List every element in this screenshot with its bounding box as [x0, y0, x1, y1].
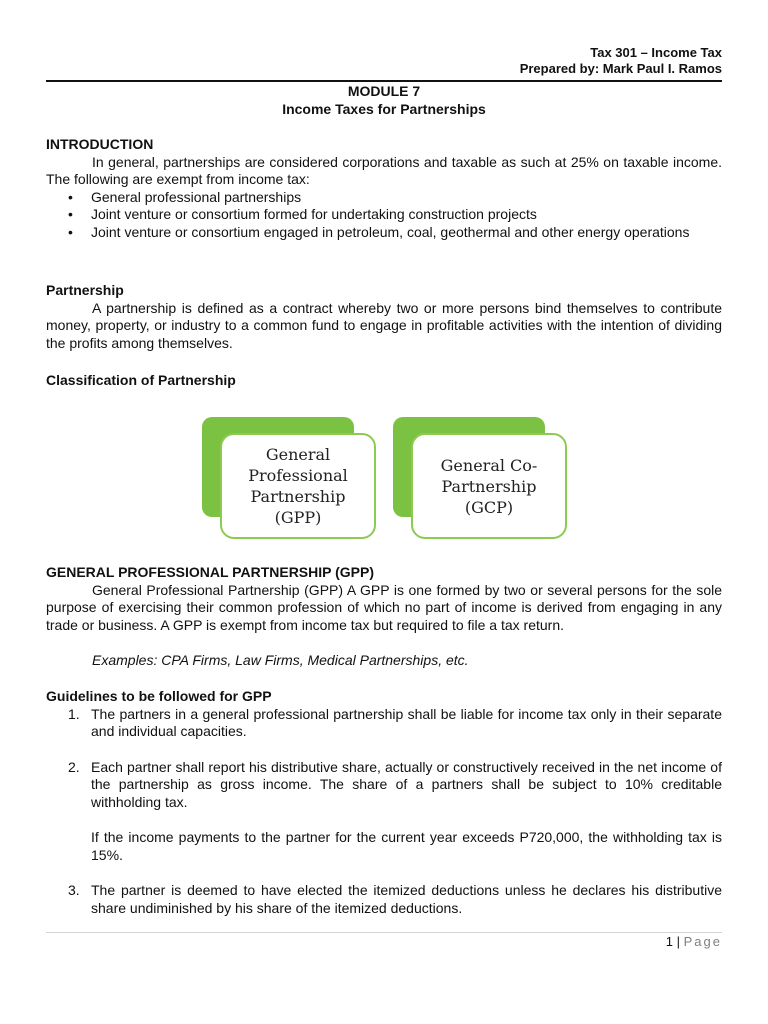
gpp-card-label: General Professional Partnership (GPP) — [220, 433, 376, 539]
list-item: 1. The partners in a general professional partnership shall be liable for income tax only in their separate and individual capacities. — [68, 705, 722, 739]
gpp-paragraph: General Professional Partnership (GPP) A GPP is one formed by two or several persons for the sole purpose of exercising their common profession of which no part of income is derived from engaging in any trade or business. A GPP is exempt from income tax but required to file a tax return. — [46, 581, 722, 633]
partnership-paragraph: A partnership is defined as a contract whereby two or more persons bind themselves to contribute money, property, or industry to a common fund to engage in profitable activities with the intention of dividing the profits among themselves. — [46, 299, 722, 351]
gcp-card-label: General Co- Partnership (GCP) — [411, 433, 567, 539]
page-separator: | — [676, 934, 680, 949]
list-item: • Joint venture or consortium formed for undertaking construction projects — [46, 206, 722, 224]
list-item: 3. The partner is deemed to have elected the itemized deductions unless he declares his distributive share undiminished by his share of the itemized deductions. — [68, 882, 722, 916]
guidelines-section — [46, 688, 722, 917]
partnership-heading: Partnership — [46, 282, 124, 298]
classification-diagram — [196, 415, 586, 540]
author-line: Prepared by: Mark Paul I. Ramos — [519, 61, 722, 76]
introduction-section — [46, 136, 722, 241]
document-page — [46, 0, 722, 1024]
header-rule — [46, 80, 722, 82]
list-item: • Joint venture or consortium engaged in petroleum, coal, geothermal and other energy operations — [46, 224, 722, 242]
classification-heading: Classification of Partnership — [46, 372, 236, 388]
guidelines-list — [46, 706, 722, 918]
list-item-note: If the income payments to the partner for the current year exceeds P720,000, the withholding tax is 15%. — [91, 829, 722, 863]
introduction-heading: INTRODUCTION — [46, 136, 154, 152]
gpp-heading: GENERAL PROFESSIONAL PARTNERSHIP (GPP) — [46, 564, 375, 580]
page-label: Page — [683, 934, 722, 949]
guidelines-heading: Guidelines to be followed for GPP — [46, 688, 272, 704]
page-footer — [666, 934, 722, 949]
partnership-section — [46, 282, 722, 352]
gpp-examples: Examples: CPA Firms, Law Firms, Medical Partnerships, etc. — [92, 652, 469, 668]
module-subtitle: Income Taxes for Partnerships — [282, 101, 486, 117]
exempt-list — [46, 189, 722, 242]
list-item: • General professional partnerships — [46, 189, 722, 207]
module-title: MODULE 7 — [347, 83, 421, 99]
footer-rule — [46, 932, 722, 933]
list-item: 2. Each partner shall report his distributive share, actually or constructively received in the net income of the partnership as gross income. The share of a partners shall be subject to 10% creditable withholding tax. If the income payments to the partner for the current year exceeds P720,000, the withholding tax is 15%. — [68, 758, 722, 863]
page-number: 1 — [665, 934, 673, 949]
gpp-section — [46, 564, 722, 670]
gcp-card — [393, 417, 569, 539]
introduction-paragraph: In general, partnerships are considered corporations and taxable as such at 25% on taxable income. The following are exempt from income tax: — [46, 153, 722, 187]
page-header — [520, 45, 722, 77]
gpp-card — [202, 417, 378, 539]
course-title: Tax 301 – Income Tax — [590, 45, 722, 60]
